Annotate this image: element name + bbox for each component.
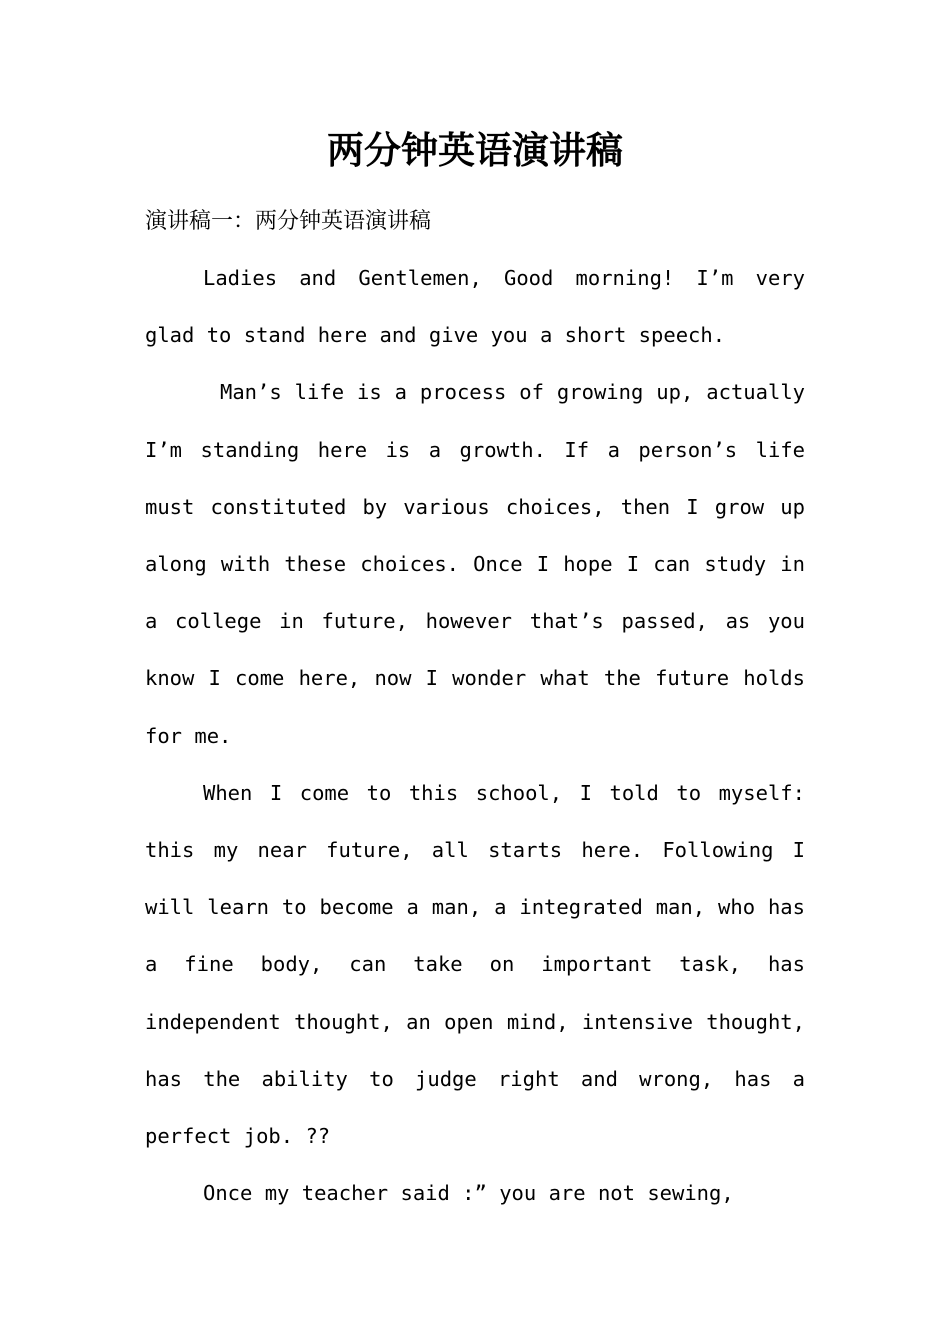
paragraph-school: When I come to this school, I told to myself: this my near future, all starts here. Following I will learn to become a man, a integrated man, who has a fine body, can take on important task, has independent thought, an open mind, intensive thought, has the ability to judge right and wrong, has a perfect job. ?? (145, 780, 805, 1149)
paragraph-greeting: Ladies and Gentlemen, Good morning! I’m very glad to stand here and give you a short speech. (145, 266, 805, 348)
paragraph-teacher: Once my teacher said :” you are not sewing, (203, 1181, 734, 1206)
document-body (145, 193, 805, 1222)
document-title: 两分钟英语演讲稿 (327, 128, 623, 172)
section-heading: 演讲稿一：两分钟英语演讲稿 (145, 209, 432, 234)
paragraph-growing-up: Man’s life is a process of growing up, actually I’m standing here is a growth. If a person’s life must constituted by various choices, then I grow up along with these choices. Once I hope I can study in a college in future, however that’s passed, as you know I come here, now I wonder what the future holds for me. (145, 380, 805, 748)
